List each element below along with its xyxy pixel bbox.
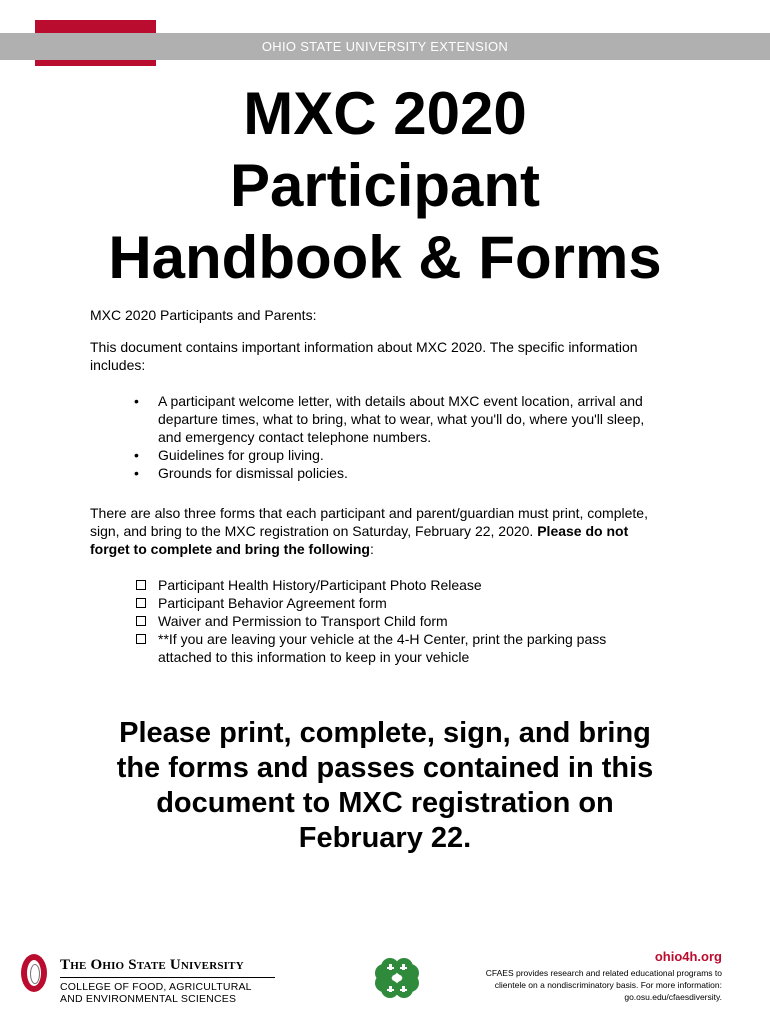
checklist-item-label: Waiver and Permission to Transport Child form — [158, 613, 448, 629]
website-link[interactable]: ohio4h.org — [654, 949, 722, 964]
footer-divider — [60, 977, 275, 978]
checkbox-icon — [136, 634, 146, 644]
checklist-item-label: Participant Health History/Participant Photo Release — [158, 577, 482, 593]
title-line-2: Participant — [229, 152, 541, 219]
university-name-text: The Ohio State University — [60, 957, 244, 973]
bullet-item: • Guidelines for group living. — [90, 446, 660, 464]
info-bullet-list — [90, 392, 660, 482]
college-name — [60, 981, 252, 1005]
checklist-item — [90, 612, 660, 630]
banner-text: OHIO STATE UNIVERSITY EXTENSION — [261, 39, 509, 54]
extension-banner — [0, 33, 770, 60]
four-leaf-clover-icon — [373, 955, 421, 1003]
forms-colon: : — [370, 541, 374, 557]
college-line-2: AND ENVIRONMENTAL SCIENCES — [60, 993, 237, 1005]
document-title — [0, 78, 770, 294]
college-line-1: COLLEGE OF FOOD, AGRICULTURAL — [60, 981, 252, 993]
checklist-item — [90, 576, 660, 594]
checklist-item-label: Participant Behavior Agreement form — [158, 595, 387, 611]
checklist-item — [90, 630, 660, 666]
osu-block-o-logo-icon — [21, 954, 47, 992]
checkbox-icon — [136, 580, 146, 590]
university-name — [60, 957, 244, 974]
title-line-1: MXC 2020 — [243, 80, 527, 147]
checklist-item-label: **If you are leaving your vehicle at the 4-H Center, print the parking pass attached to this information to keep in your vehicle — [158, 631, 607, 665]
footer-info — [482, 949, 722, 1003]
greeting: MXC 2020 Participants and Parents: — [90, 307, 317, 323]
title-line-3: Handbook & Forms — [108, 224, 662, 291]
checkbox-icon — [136, 616, 146, 626]
checkbox-icon — [136, 598, 146, 608]
forms-emphasis: Please do not forget to complete and bring the following — [90, 523, 629, 557]
bullet-item: • Grounds for dismissal policies. — [90, 464, 660, 482]
nondiscrimination-statement: CFAES provides research and related educational programs to clientele on a nondiscriminatory basis. For more information: go.osu.edu/cfaesdiversity. — [485, 968, 722, 1002]
callout-wrap: Please print, complete, sign, and bring the forms and passes contained in this document to MXC registration on February 22. — [116, 717, 654, 854]
forms-paragraph — [90, 504, 660, 558]
forms-intro: There are also three forms that each participant and parent/guardian must print, complete, sign, and bring to the MXC registration on Saturday, February 22, 2020. — [90, 505, 648, 539]
document-body — [90, 306, 660, 688]
forms-checklist — [90, 576, 660, 666]
checklist-item — [90, 594, 660, 612]
callout-text — [0, 716, 770, 856]
intro-paragraph: This document contains important information about MXC 2020. The specific information includes: — [90, 339, 638, 373]
bullet-item: • A participant welcome letter, with details about MXC event location, arrival and departure times, what to bring, what to wear, what you'll do, where you'll sleep, and emergency contact telephone numbers. — [90, 392, 660, 446]
